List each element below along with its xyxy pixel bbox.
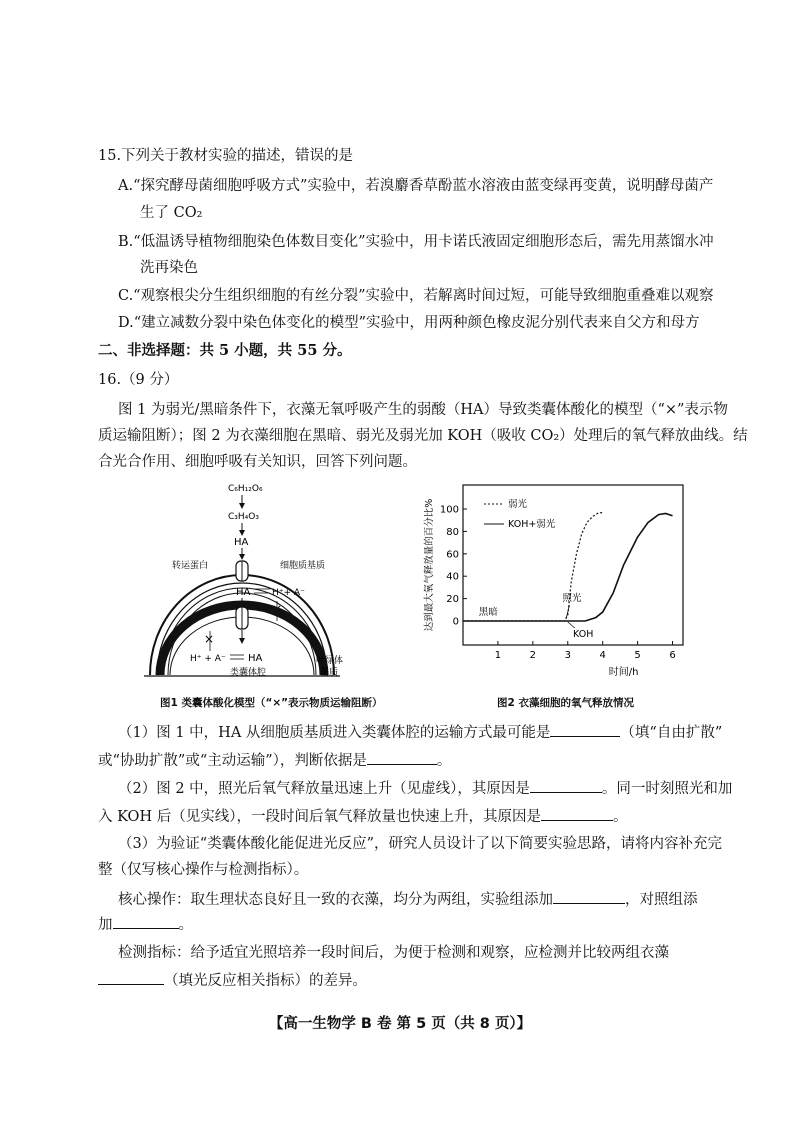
q16-intro-2: 质运输阻断）；图 2 为衣藻细胞在黑暗、弱光及弱光加 KOH（吸收 CO₂）处理后的氧气释放曲线。结	[98, 428, 748, 444]
y-tick-label: 60	[446, 549, 459, 561]
annotation-dark: 黑暗	[478, 607, 498, 618]
figure-2-chart	[420, 480, 690, 690]
q15-option-a: A.“探究酵母菌细胞呼吸方式”实验中，若溴麝香草酚蓝水溶液由蓝变绿再变黄，说明酵母菌产	[118, 178, 714, 194]
cytoplasm-label: 细胞质基质	[280, 561, 326, 571]
ha-mid-label: HA	[236, 587, 251, 598]
chart-x-label: 时间/h	[608, 667, 639, 678]
q16-part2-text-a: （2）图 2 中，照光后氧气释放量迅速上升（见虚线），其原因是	[118, 781, 530, 797]
y-tick-label: 20	[446, 594, 459, 606]
answer-blank-4[interactable]	[541, 806, 613, 821]
chart-y-label: 达到最大氧气释放量的百分比%	[424, 498, 435, 632]
q16-part2-text-b: 。同一时刻照光和加	[601, 781, 733, 797]
annotation-koh-pointer	[568, 622, 575, 628]
q16-part2-line1	[118, 778, 732, 799]
q16-part3-line1: （3）为验证“类囊体酸化能促进光反应”，研究人员设计了以下简要实验思路，请将内容补充完	[118, 836, 723, 852]
q16-core-op-line1	[118, 889, 698, 910]
answer-blank-1[interactable]	[550, 722, 620, 737]
q15-option-d: D.“建立减数分裂中染色体变化的模型”实验中，用两种颜色橡皮泥分别代表来自父方和母方	[118, 315, 700, 331]
q16-part2-text-d: 。	[612, 809, 628, 825]
page-footer: 【高一生物学 B 卷 第 5 页（共 8 页）】	[268, 1016, 532, 1032]
q16-part1-text-a: （1）图 1 中，HA 从细胞质基质进入类囊体腔的运输方式最可能是	[118, 725, 551, 741]
legend-koh-weak-light: KOH+弱光	[508, 519, 556, 530]
q16-detect-text: （填光反应相关指标）的差异。	[164, 973, 367, 989]
figure-1-caption: 图1 类囊体酸化模型（“×”表示物质运输阻断）	[160, 697, 383, 709]
x-tick-label: 3	[564, 650, 571, 661]
y-tick-label: 80	[446, 526, 459, 538]
q16-header: 16.（9 分）	[98, 372, 179, 388]
q16-detect-line2	[98, 970, 367, 991]
q15-option-b-cont: 洗再染色	[140, 260, 198, 276]
annotation-koh: KOH	[573, 629, 594, 640]
q16-core-text-4: 。	[178, 917, 193, 933]
q16-core-text-1: 核心操作：取生理状态良好且一致的衣藻，均分为两组，实验组添加	[118, 892, 553, 908]
equilibrium-lumen-label: H⁺ + A⁻	[190, 654, 226, 664]
q16-core-text-2: ，对照组添	[625, 892, 698, 908]
block-mark-2: ×	[204, 632, 215, 646]
q16-part3-line2: 整（仅写核心操作与检测指标）。	[98, 862, 309, 878]
q16-part2-text-c: 入 KOH 后（见实线），一段时间后氧气释放量也快速上升，其原因是	[98, 809, 541, 825]
y-tick-label: 0	[452, 616, 459, 628]
q16-part2-line2	[98, 806, 627, 827]
stroma-label-2: 基质	[320, 668, 339, 678]
q16-part1-line1	[118, 722, 722, 743]
stroma-label-1: 叶绿体	[316, 656, 344, 666]
x-tick-label: 4	[599, 650, 606, 661]
transporter-label: 转运蛋白	[172, 561, 209, 571]
q15-option-c: C.“观察根尖分生组织细胞的有丝分裂”实验中，若解离时间过短，可能导致细胞重叠难以观察	[118, 288, 714, 304]
q15-stem: 15.下列关于教材实验的描述，错误的是	[98, 148, 354, 164]
x-tick-label: 5	[634, 650, 641, 661]
annotation-light-on: 照光	[562, 593, 582, 604]
answer-blank-2[interactable]	[367, 750, 437, 765]
x-tick-label: 2	[529, 650, 537, 661]
annotation-light-pointer	[566, 605, 569, 619]
block-mark-1: ×	[272, 602, 283, 616]
figure-1-thylakoid-model	[130, 475, 400, 690]
q16-core-op-line2	[98, 914, 193, 935]
lumen-label: 类囊体腔	[230, 668, 267, 678]
q15-option-a-cont: 生了 CO₂	[140, 205, 203, 221]
y-tick-label: 100	[439, 504, 459, 516]
y-tick-label: 40	[446, 571, 459, 583]
series-line-koh-weak-light	[463, 513, 673, 621]
answer-blank-6[interactable]	[113, 914, 179, 929]
x-tick-label: 6	[669, 650, 676, 661]
figure-2-caption: 图2 衣藻细胞的氧气释放情况	[497, 697, 634, 709]
q16-detect-line1: 检测指标：给予适宜光照培养一段时间后，为便于检测和观察，应检测并比较两组衣藻	[118, 945, 669, 961]
q16-core-text-3: 加	[98, 917, 113, 933]
answer-blank-7[interactable]	[98, 970, 164, 985]
equilibrium-mid-label: H⁺+ A⁻	[272, 588, 305, 598]
legend-weak-light: 弱光	[508, 499, 528, 510]
q16-part1-line2	[98, 750, 451, 771]
q16-intro-3: 合光合作用、细胞呼吸有关知识，回答下列问题。	[98, 454, 417, 470]
pyruvate-label: C₃H₄O₃	[228, 512, 259, 522]
q16-intro-1: 图 1 为弱光/黑暗条件下，衣藻无氧呼吸产生的弱酸（HA）导致类囊体酸化的模型（“×”表示物	[118, 402, 728, 418]
q16-part1-text-b: （填“自由扩散”	[620, 725, 723, 741]
q16-part1-text-c: 或“协助扩散”或“主动运输”），判断依据是	[98, 753, 367, 769]
ha-top-label: HA	[234, 537, 249, 548]
answer-blank-5[interactable]	[553, 889, 625, 904]
answer-blank-3[interactable]	[530, 778, 602, 793]
glucose-label: C₆H₁₂O₆	[228, 484, 263, 494]
q15-option-b: B.“低温诱导植物细胞染色体数目变化”实验中，用卡诺氏液固定细胞形态后，需先用蒸馏水冲	[118, 234, 714, 250]
ha-lumen-label: HA	[248, 653, 263, 664]
q16-part1-text-d: 。	[436, 753, 452, 769]
section-2-heading: 二、非选择题：共 5 小题，共 55 分。	[98, 342, 352, 359]
x-tick-label: 1	[494, 650, 502, 661]
